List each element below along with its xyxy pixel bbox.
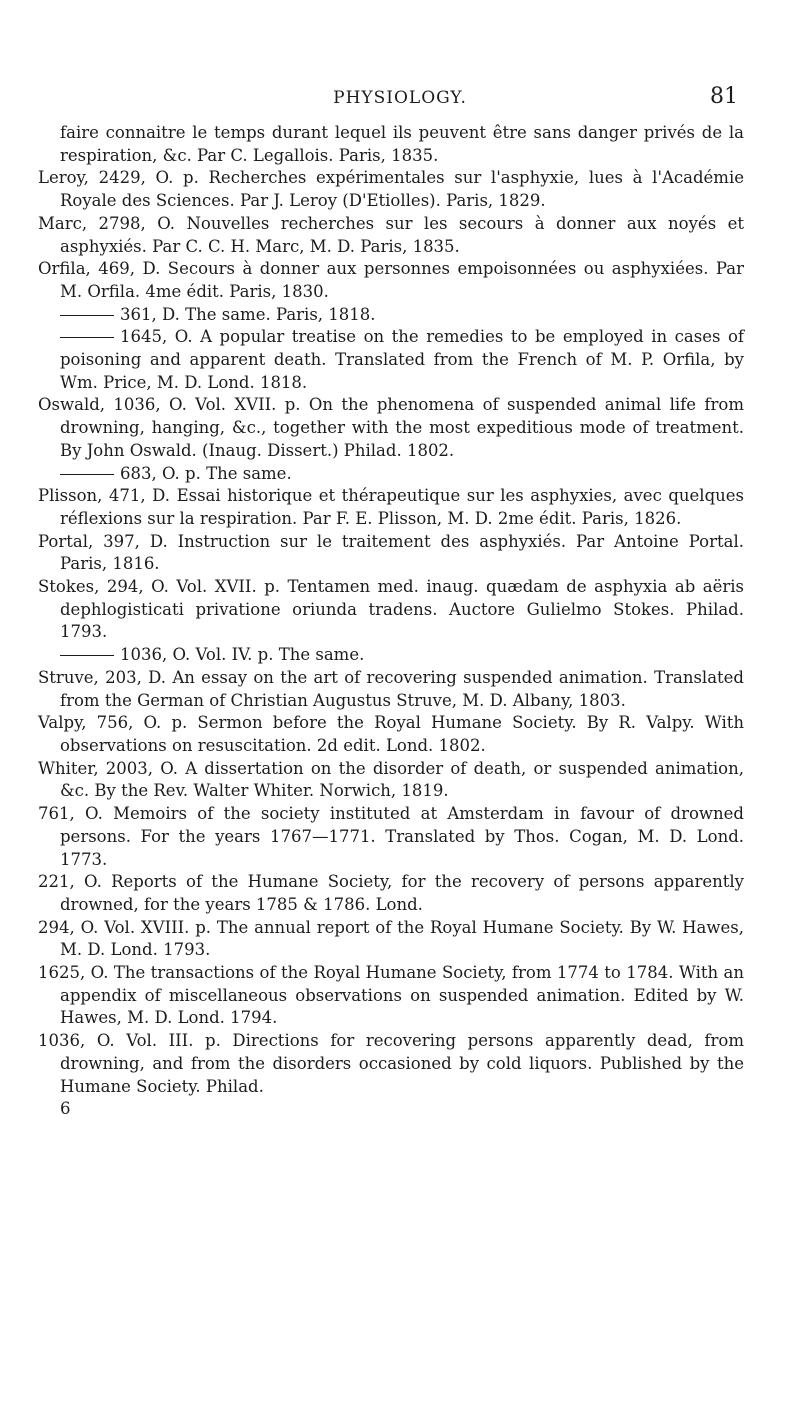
subentry-text: 1645, O. A popular treatise on the remedies to be employed in cases of poisoning and apparent death. Translated from the French of M. P. Orfila, by Wm. Price, M. D. Lond. 1818. (60, 327, 744, 392)
bibliography-subentry (38, 463, 744, 486)
ditto-dash (60, 315, 114, 316)
bibliography-subentry (38, 644, 744, 667)
bibliography-list (38, 122, 744, 1121)
bibliography-entry: Portal, 397, D. Instruction sur le traitement des asphyxiés. Par Antoine Portal. Paris, 1816. (38, 531, 744, 574)
bibliography-entry: Whiter, 2003, O. A dissertation on the disorder of death, or suspended animation, &c. By the Rev. Walter Whiter. Norwich, 1819. (38, 758, 744, 801)
bibliography-entry: Oswald, 1036, O. Vol. XVII. p. On the phenomena of suspended animal life from drowning, hanging, &c., together with the most expeditious mode of treatment. By John Oswald. (Inaug. Dissert.) Philad. 1802. (38, 395, 744, 460)
signature-mark: 6 (60, 1099, 71, 1119)
bibliography-entry: Valpy, 756, O. p. Sermon before the Royal Humane Society. By R. Valpy. With observations on resuscitation. 2d edit. Lond. 1802. (38, 713, 744, 755)
bibliography-entry: Plisson, 471, D. Essai historique et thérapeutique sur les asphyxies, avec quelques réflexions sur la respiration. Par F. E. Plisson, M. D. 2me édit. Paris, 1826. (38, 486, 744, 528)
bibliography-entry: 1625, O. The transactions of the Royal Humane Society, from 1774 to 1784. With an appendix of miscellaneous observations on suspended animation. Edited by W. Hawes, M. D. Lond. 1794. (38, 963, 744, 1028)
subentry-text: 683, O. p. The same. (120, 463, 292, 483)
bibliography-entry: 1036, O. Vol. III. p. Directions for recovering persons apparently dead, from drowning, and from the disorders occasioned by cold liquors. Published by the Humane Society. Philad. (38, 1031, 744, 1096)
bibliography-subentry (38, 326, 744, 394)
running-head (0, 84, 800, 112)
bibliography-entry: Struve, 203, D. An essay on the art of recovering suspended animation. Translated from the German of Christian Augustus Struve, M. D. Albany, 1803. (38, 667, 744, 710)
bibliography-entry: 294, O. Vol. XVIII. p. The annual report of the Royal Humane Society. By W. Hawes, M. D. Lond. 1793. (38, 917, 744, 960)
bibliography-entry: Marc, 2798, O. Nouvelles recherches sur les secours à donner aux noyés et asphyxiés. Par C. C. H. Marc, M. D. Paris, 1835. (38, 213, 744, 256)
bibliography-entry: 221, O. Reports of the Humane Society, for the recovery of persons apparently drowned, for the years 1785 & 1786. Lond. (38, 872, 744, 914)
page-number: 81 (710, 84, 738, 109)
bibliography-entry: Leroy, 2429, O. p. Recherches expérimentales sur l'asphyxie, lues à l'Académie Royale des Sciences. Par J. Leroy (D'Etiolles). Paris, 1829. (38, 168, 744, 211)
bibliography-entry: 761, O. Memoirs of the society instituted at Amsterdam in favour of drowned persons. For the years 1767—1771. Translated by Thos. Cogan, M. D. Lond. 1773. (38, 804, 744, 869)
ditto-dash (60, 655, 114, 656)
bibliography-entry: Stokes, 294, O. Vol. XVII. p. Tentamen med. inaug. quædam de asphyxia ab aëris dephlogisticati privatione oriunda tradens. Auctore Gulielmo Stokes. Philad. 1793. (38, 577, 744, 642)
ditto-dash (60, 474, 114, 475)
ditto-dash (60, 337, 114, 338)
running-head-title: PHYSIOLOGY. (333, 88, 467, 108)
bibliography-subentry (38, 304, 744, 327)
bibliography-entry: Orfila, 469, D. Secours à donner aux personnes empoisonnées ou asphyxiées. Par M. Orfila. 4me édit. Paris, 1830. (38, 259, 744, 301)
bibliography-entry: faire connaitre le temps durant lequel ils peuvent être sans danger privés de la respiration, &c. Par C. Legallois. Paris, 1835. (60, 123, 744, 165)
subentry-text: 1036, O. Vol. IV. p. The same. (120, 645, 365, 665)
subentry-text: 361, D. The same. Paris, 1818. (120, 304, 376, 324)
